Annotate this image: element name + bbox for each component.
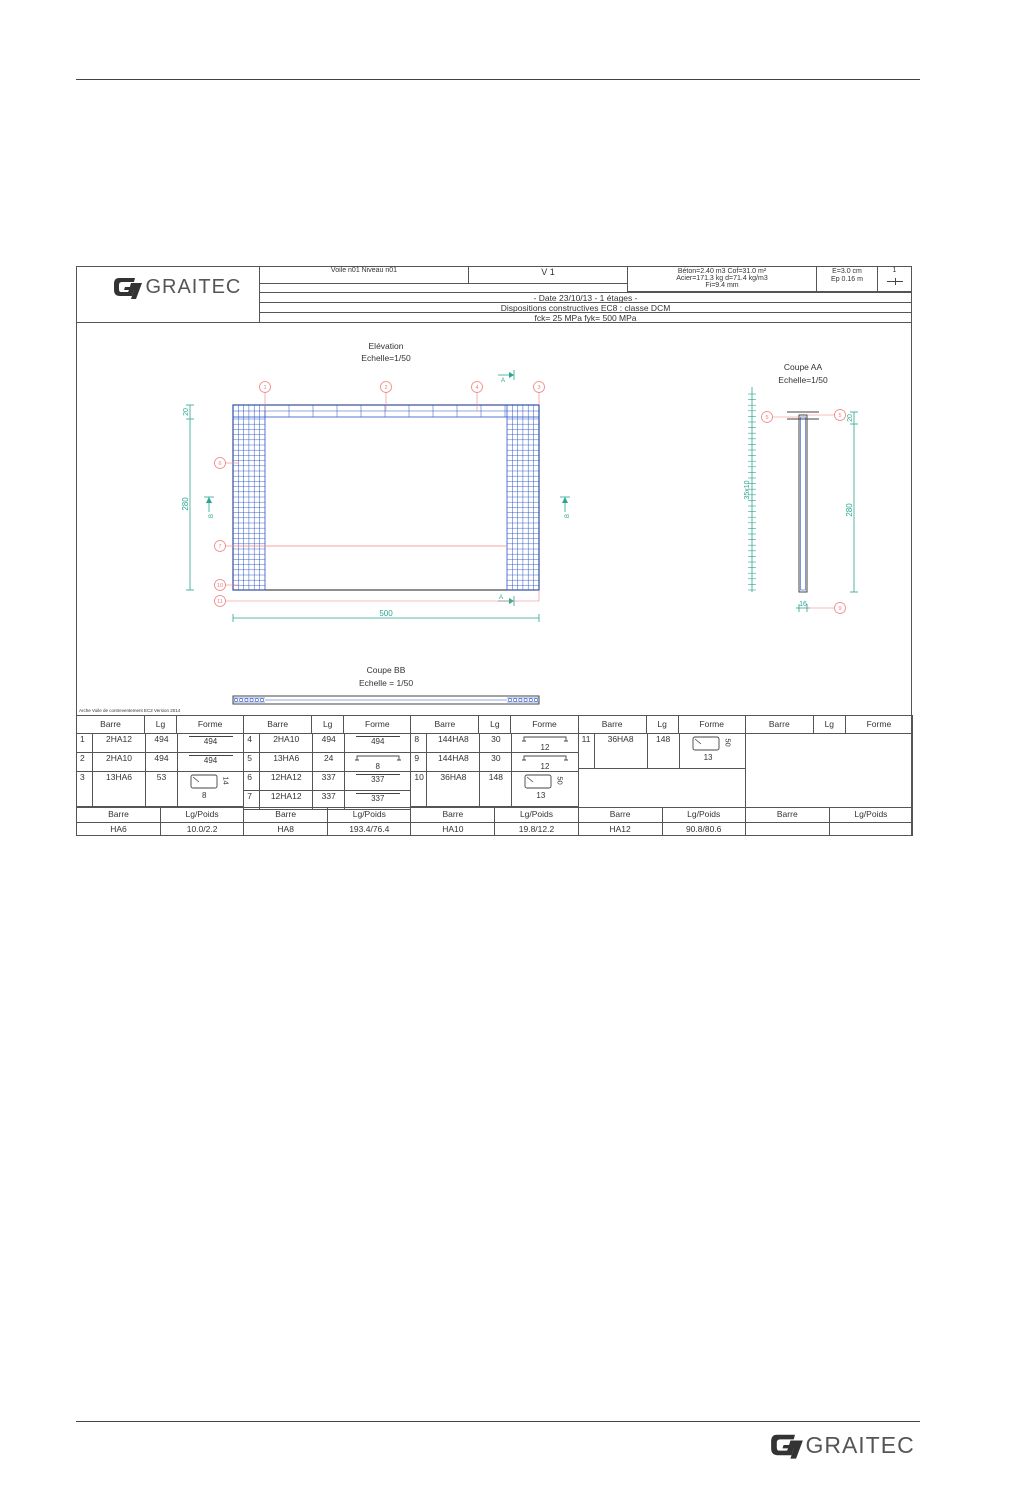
quantities-diameter: Fi=9.4 mm: [705, 282, 739, 289]
summary-lgpoids: [830, 823, 912, 836]
section-aa-mark-9: [807, 603, 846, 614]
bar-no: 7: [244, 791, 260, 809]
bar-shape-dim: 337: [371, 794, 385, 803]
titleblock-logo-cell: [76, 266, 260, 323]
col-lg-header: Lg: [479, 716, 511, 733]
wall-elevation-outline: [233, 405, 539, 590]
col-lg-header: Lg: [647, 716, 679, 733]
summary-barre-header: Barre: [579, 808, 663, 822]
summary-barre: HA8: [244, 823, 328, 836]
section-bb-scale: Echelle = 1/50: [358, 678, 414, 688]
bb-rebar-dot: [245, 698, 248, 701]
svg-text:500: 500: [379, 609, 393, 618]
software-note: Arche Voile de contreventement EC2 Version 2014: [79, 708, 181, 713]
left-boundary-rebars: [233, 405, 265, 590]
bar-no: 11: [579, 734, 595, 768]
bar-header-row: [77, 716, 243, 734]
bar-no: 1: [77, 734, 93, 752]
quantities-cell: [627, 266, 817, 292]
summary-lgpoids: 10.0/2.2: [186, 824, 218, 834]
svg-text:16: 16: [799, 601, 807, 608]
summary-barre: HA10: [411, 823, 495, 836]
section-aa-spacing: 35x10: [744, 480, 751, 500]
bar-shape: [178, 734, 243, 752]
section-aa-scale: Echelle=1/50: [778, 375, 828, 385]
graitec-logo-icon: [770, 1430, 804, 1460]
col-forme-header: Forme: [532, 719, 557, 729]
reinforcement-drawing: [76, 322, 912, 714]
width-dimension: [233, 609, 539, 622]
bar-schedule: [76, 715, 912, 808]
bar-length: 337: [313, 772, 345, 790]
bar-row: [244, 753, 410, 772]
steel-summary: [76, 807, 912, 836]
bar-shape-dim: 12: [540, 762, 550, 771]
hooked-bar-icon: [521, 754, 569, 762]
section-aa-thickness-dimension: [796, 601, 810, 612]
hooked-bar-icon: [521, 735, 569, 743]
bar-shape: [512, 753, 577, 771]
bar-shape: [512, 734, 577, 752]
bar-no: 2: [77, 753, 93, 771]
bar-shape: [178, 753, 243, 771]
date-line: - Date 23/10/13 - 1 étages -: [533, 293, 638, 303]
svg-text:9: 9: [838, 606, 842, 612]
bar-row: [77, 734, 243, 753]
bar-length: 494: [146, 734, 178, 752]
summary-group: [578, 807, 746, 836]
bar-shape: [345, 772, 410, 790]
section-mark-a-top: [498, 370, 514, 384]
bar-shape-dim: 12: [540, 743, 550, 752]
summary-lgpoids: 90.8/80.6: [685, 824, 722, 834]
bar-no: 6: [244, 772, 260, 790]
bar-shape: [680, 734, 745, 768]
sheet-number: 1: [892, 267, 897, 274]
right-boundary-rebars: [507, 405, 539, 590]
col-forme-header: Forme: [699, 719, 724, 729]
stirrup-icon: [524, 774, 554, 790]
mark-10: [215, 580, 240, 591]
svg-text:A: A: [499, 595, 504, 601]
col-lg-header: Lg: [312, 716, 344, 733]
bar-shape: [345, 734, 410, 752]
bar-row: [411, 772, 577, 807]
bar-shape: [345, 753, 410, 771]
stirrup-height: 50: [556, 776, 566, 785]
svg-text:11: 11: [217, 599, 223, 605]
section-mark-b-left: [204, 497, 215, 518]
level-tick: [895, 278, 896, 285]
stirrup-height: 14: [221, 776, 231, 785]
bb-rebar-dot: [260, 698, 263, 701]
bar-row: [77, 772, 243, 807]
bb-rebar-dot: [240, 698, 243, 701]
bar-row: [411, 753, 577, 772]
bar-no: 4: [244, 734, 260, 752]
bar-label: 13HA6: [260, 753, 313, 771]
svg-text:20: 20: [847, 414, 854, 422]
mark-3: [534, 382, 545, 406]
svg-text:20: 20: [183, 408, 190, 416]
elevation-scale: Echelle=1/50: [361, 353, 411, 363]
section-mark-b-right: [560, 497, 571, 518]
element-name: Voile n01 Niveau n01: [330, 267, 398, 274]
bar-label: 12HA12: [260, 772, 313, 790]
bar-label: 2HA10: [260, 734, 313, 752]
quantities-concrete: Béton=2.40 m3 Cof=31.0 m²: [677, 268, 767, 275]
dispositions: Dispositions constructives EC8 : classe DCM: [500, 303, 671, 313]
bar-label: 12HA12: [260, 791, 313, 809]
summary-group: [76, 807, 244, 836]
cover-cell: [816, 266, 878, 292]
quantities-steel: Acier=171.3 kg d=71.4 kg/m3: [676, 275, 768, 282]
bar-group: [76, 715, 244, 808]
summary-barre: [746, 823, 830, 836]
summary-barre-header: Barre: [77, 808, 161, 822]
svg-text:5: 5: [765, 415, 769, 421]
col-barre-header: Barre: [746, 716, 814, 733]
summary-barre: HA6: [77, 823, 161, 836]
stirrup-width: 13: [703, 753, 713, 762]
mark-7: [215, 541, 234, 552]
bb-rebar-dot: [529, 698, 532, 701]
summary-lgpoids-header: Lg/Poids: [185, 809, 219, 819]
section-aa-title: Coupe AA: [783, 362, 823, 372]
page-bottom-rule: [76, 1421, 920, 1422]
svg-text:10: 10: [216, 583, 224, 589]
bar-row: [77, 753, 243, 772]
bar-length: 30: [480, 753, 512, 771]
summary-group: [410, 807, 578, 836]
summary-barre: HA12: [579, 823, 663, 836]
svg-text:B: B: [565, 513, 571, 518]
bar-shape-dim: 494: [203, 756, 218, 765]
bar-shape-dim: 337: [371, 775, 385, 784]
footer-logo-text: GRAITEC: [805, 1431, 915, 1458]
wall-id: V 1: [541, 267, 555, 277]
summary-group: [243, 807, 411, 836]
bar-no: 3: [77, 772, 93, 806]
bar-header-row: [411, 716, 577, 734]
mark-6: [215, 458, 240, 469]
bar-no: 9: [411, 753, 427, 771]
bar-length: 494: [313, 734, 345, 752]
summary-lgpoids: 193.4/76.4: [349, 824, 390, 834]
svg-text:4: 4: [475, 385, 479, 391]
summary-barre-header: Barre: [244, 808, 328, 822]
summary-barre-header: Barre: [746, 808, 830, 822]
bar-row: [244, 772, 410, 791]
stirrup-icon: [692, 736, 722, 752]
bar-length: 148: [648, 734, 680, 768]
section-mark-a-bottom: [498, 595, 514, 606]
section-bb-left-rebars: [233, 698, 265, 702]
bar-length: 494: [146, 753, 178, 771]
bar-no: 8: [411, 734, 427, 752]
bar-length: 53: [146, 772, 178, 806]
svg-text:B: B: [209, 513, 215, 518]
elevation-title: Elévation: [368, 341, 404, 351]
col-forme-header: Forme: [197, 719, 223, 729]
bar-shape: [178, 772, 243, 806]
stirrup-height: 50: [723, 738, 733, 747]
bar-shape-dim: 494: [203, 737, 218, 746]
summary-barre-header: Barre: [411, 808, 495, 822]
col-barre-header: Barre: [579, 716, 647, 733]
bar-shape: [512, 772, 577, 806]
svg-text:280: 280: [845, 503, 854, 517]
bar-label: 144HA8: [427, 734, 480, 752]
col-barre-header: Barre: [77, 716, 145, 733]
bar-header-row: [746, 716, 912, 734]
bar-no: 10: [411, 772, 427, 806]
element-name-cell: [259, 266, 469, 284]
col-lg-header: Lg: [814, 716, 846, 733]
bar-label: 36HA8: [427, 772, 480, 806]
wall-thickness: Ep 0.16 m: [831, 276, 863, 283]
summary-lgpoids-header: Lg/Poids: [687, 809, 721, 819]
svg-text:5: 5: [838, 413, 842, 419]
col-forme-header: Forme: [866, 719, 892, 729]
sheet-cell: [877, 266, 912, 292]
bar-row: [579, 734, 745, 769]
bb-rebar-dot: [524, 698, 527, 701]
stirrup-icon: [190, 774, 220, 790]
svg-text:1: 1: [263, 385, 267, 391]
bar-no: 5: [244, 753, 260, 771]
bb-rebar-dot: [519, 698, 522, 701]
footer-logo: [770, 1430, 915, 1460]
bb-rebar-dot: [508, 698, 511, 701]
section-aa-rebar: [801, 417, 806, 590]
bar-shape-dim: 494: [371, 737, 385, 746]
col-barre-header: Barre: [411, 716, 479, 733]
summary-group: [745, 807, 913, 836]
summary-lgpoids-header: Lg/Poids: [352, 809, 386, 819]
summary-lgpoids-header: Lg/Poids: [519, 809, 554, 819]
logo-text: GRAITEC: [145, 275, 242, 298]
col-forme-header: Forme: [365, 719, 390, 729]
hooked-bar-icon: [354, 754, 402, 762]
bar-length: 30: [480, 734, 512, 752]
summary-lgpoids: 19.8/12.2: [518, 824, 555, 834]
bar-group: [578, 715, 746, 808]
bb-rebar-dot: [514, 698, 517, 701]
bar-length: 337: [313, 791, 345, 809]
bar-shape-dim: 8: [375, 762, 380, 771]
section-bb-title: Coupe BB: [366, 665, 406, 675]
svg-text:7: 7: [218, 544, 222, 550]
bb-rebar-dot: [234, 698, 237, 701]
bar-label: 13HA6: [93, 772, 146, 806]
bar-group: [745, 715, 913, 808]
bar-row: [411, 734, 577, 753]
bar-label: 144HA8: [427, 753, 480, 771]
col-lg-header: Lg: [145, 716, 177, 733]
cover-thickness: E=3.0 cm: [832, 268, 862, 275]
section-bb-right-rebars: [507, 698, 539, 702]
col-barre-header: Barre: [244, 716, 312, 733]
materials: fck= 25 MPa fyk= 500 MPa: [534, 313, 637, 323]
bar-header-row: [244, 716, 410, 734]
summary-lgpoids-header: Lg/Poids: [854, 809, 888, 819]
section-aa-mark-5-left: [762, 412, 800, 423]
page-top-rule: [76, 79, 920, 80]
bar-length: 24: [313, 753, 345, 771]
svg-text:2: 2: [384, 385, 388, 391]
bar-group: [410, 715, 578, 808]
bar-length: 148: [480, 772, 512, 806]
stirrup-width: 8: [202, 791, 207, 800]
bb-rebar-dot: [250, 698, 253, 701]
mark-1: [260, 382, 271, 412]
wall-id-cell: [468, 266, 628, 284]
svg-text:6: 6: [218, 461, 222, 467]
stirrup-width: 13: [536, 791, 546, 800]
bar-label: 36HA8: [595, 734, 648, 768]
svg-text:3: 3: [537, 385, 541, 391]
svg-text:280: 280: [181, 497, 190, 511]
mark-11: [215, 590, 540, 607]
svg-text:A: A: [501, 378, 506, 384]
bb-rebar-dot: [255, 698, 258, 701]
mark-2: [381, 382, 392, 412]
bar-row: [244, 734, 410, 753]
bar-label: 2HA10: [93, 753, 146, 771]
bar-group: [243, 715, 411, 808]
bar-header-row: [579, 716, 745, 734]
section-aa-height-dimension: [845, 412, 858, 592]
height-dimension: [181, 405, 194, 590]
bb-rebar-dot: [534, 698, 537, 701]
bar-label: 2HA12: [93, 734, 146, 752]
